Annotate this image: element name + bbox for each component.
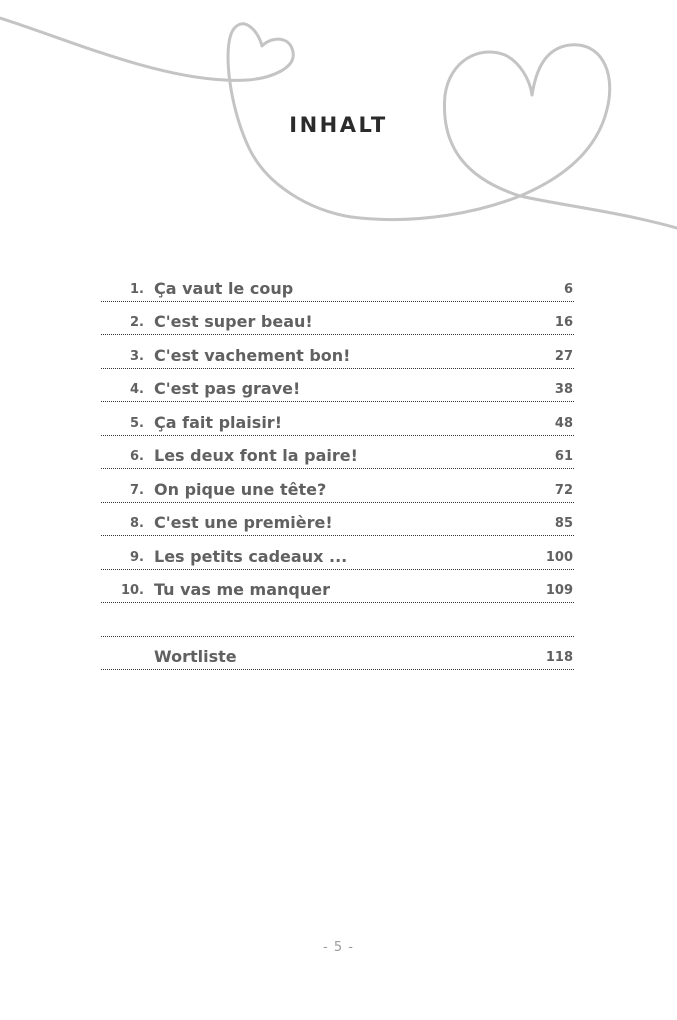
toc-entry-number: 9.	[130, 549, 144, 565]
toc-entry-page: 38	[554, 382, 573, 397]
toc-entry-page: 16	[554, 315, 573, 330]
toc-entry	[101, 572, 574, 604]
toc-entry	[101, 505, 574, 537]
toc-entry-page: 85	[554, 516, 573, 531]
toc-entry	[101, 371, 574, 403]
toc-entry-page: 72	[554, 482, 573, 498]
toc-entry-page: 6	[563, 281, 573, 297]
toc-entry-number: 3.	[130, 348, 144, 364]
page-number: - 5 -	[323, 940, 354, 955]
toc-entry-number: 5.	[130, 415, 144, 431]
toc-entry	[101, 471, 574, 503]
toc-entry-title: C'est super beau!	[154, 312, 313, 331]
toc-entry-title: C'est pas grave!	[154, 379, 301, 398]
toc-entry	[101, 337, 574, 369]
toc-entry	[101, 438, 574, 470]
toc-entry-title: On pique une tête?	[154, 479, 327, 499]
toc-entry-number: 6.	[130, 449, 144, 464]
toc-spacer-rule	[101, 605, 574, 637]
toc-entry-page: 61	[554, 449, 573, 464]
toc-entry-title: Ça fait plaisir!	[154, 412, 282, 432]
toc-entry-title: Les deux font la paire!	[154, 446, 358, 465]
toc-appendix-title: Wortliste	[154, 647, 237, 666]
toc-entry-page: 27	[554, 348, 573, 364]
toc-entry-number: 2.	[130, 315, 144, 330]
toc-entry-title: Ça vaut le coup	[154, 278, 294, 298]
toc-entry-number: 7.	[130, 482, 144, 498]
toc-entry	[101, 404, 574, 436]
toc-entry-title: C'est une première!	[154, 513, 333, 532]
toc-entry-number: 10.	[120, 583, 144, 598]
toc-entry	[101, 304, 574, 336]
toc-entry-page: 109	[545, 583, 573, 598]
toc-entry-number: 4.	[130, 382, 144, 397]
toc-entry-title: Tu vas me manquer	[154, 580, 330, 599]
toc-entry	[101, 270, 574, 302]
table-of-contents	[101, 270, 574, 672]
toc-appendix-page: 118	[545, 650, 573, 665]
toc-appendix-entry	[101, 639, 574, 671]
toc-entry-page: 48	[554, 415, 573, 431]
page-title: INHALT	[289, 113, 388, 137]
toc-entry-title: C'est vachement bon!	[154, 345, 351, 365]
toc-entry-title: Les petits cadeaux ...	[154, 546, 348, 566]
toc-entry-number: 1.	[130, 281, 144, 297]
toc-entry	[101, 538, 574, 570]
toc-entry-number: 8.	[130, 516, 144, 531]
toc-entry-page: 100	[545, 549, 573, 565]
